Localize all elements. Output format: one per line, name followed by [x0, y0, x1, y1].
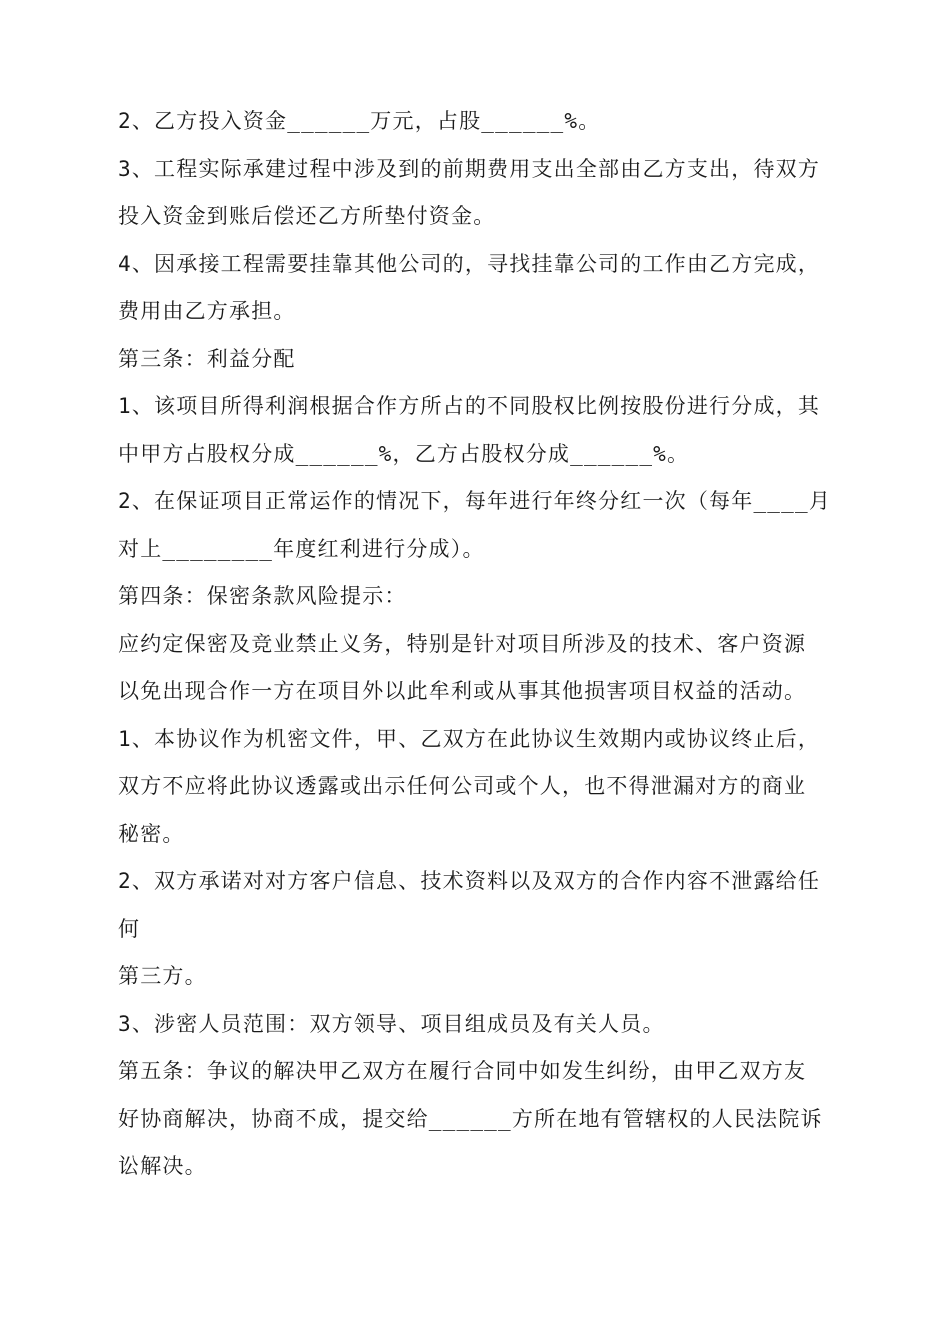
text-line: 中甲方占股权分成______%，乙方占股权分成______%。: [118, 441, 690, 466]
text-line: 1、该项目所得利润根据合作方所占的不同股权比例按股份进行分成，其: [118, 394, 821, 418]
text-line: 双方不应将此协议透露或出示任何公司或个人，也不得泄漏对方的商业: [118, 774, 807, 798]
text-line: 2、双方承诺对对方客户信息、技术资料以及双方的合作内容不泄露给任: [118, 869, 821, 893]
text-line: 投入资金到账后偿还乙方所垫付资金。: [118, 204, 496, 228]
text-line: 讼解决。: [118, 1154, 207, 1178]
text-line: 第三方。: [118, 964, 207, 988]
text-line: 好协商解决，协商不成，提交给______方所在地有管辖权的人民法院诉: [118, 1106, 823, 1131]
text-line: 秘密。: [118, 821, 185, 846]
document-page: [118, 98, 834, 1191]
text-line: 4、因承接工程需要挂靠其他公司的，寻找挂靠公司的工作由乙方完成，: [118, 251, 821, 276]
text-line: 费用由乙方承担。: [118, 299, 296, 323]
section-heading: 第五条：争议的解决甲乙双方在履行合同中如发生纠纷，由甲乙双方友: [118, 1059, 807, 1083]
text-line: 2、乙方投入资金______万元，占股______%。: [118, 109, 601, 133]
section-heading: 第四条：保密条款风险提示：: [118, 584, 407, 608]
text-line: 对上________年度红利进行分成）。: [118, 536, 485, 561]
text-line: 3、工程实际承建过程中涉及到的前期费用支出全部由乙方支出，待双方: [118, 156, 821, 181]
text-line: 以免出现合作一方在项目外以此牟利或从事其他损害项目权益的活动。: [118, 679, 807, 703]
text-line: 3、涉密人员范围：双方领导、项目组成员及有关人员。: [118, 1011, 665, 1036]
text-line: 何: [118, 916, 141, 941]
section-heading: 第三条：利益分配: [118, 346, 296, 371]
text-line: 2、在保证项目正常运作的情况下，每年进行年终分红一次（每年____月: [118, 489, 832, 513]
text-line: 应约定保密及竞业禁止义务，特别是针对项目所涉及的技术、客户资源: [118, 631, 807, 656]
text-line: 1、本协议作为机密文件，甲、乙双方在此协议生效期内或协议终止后，: [118, 726, 821, 751]
